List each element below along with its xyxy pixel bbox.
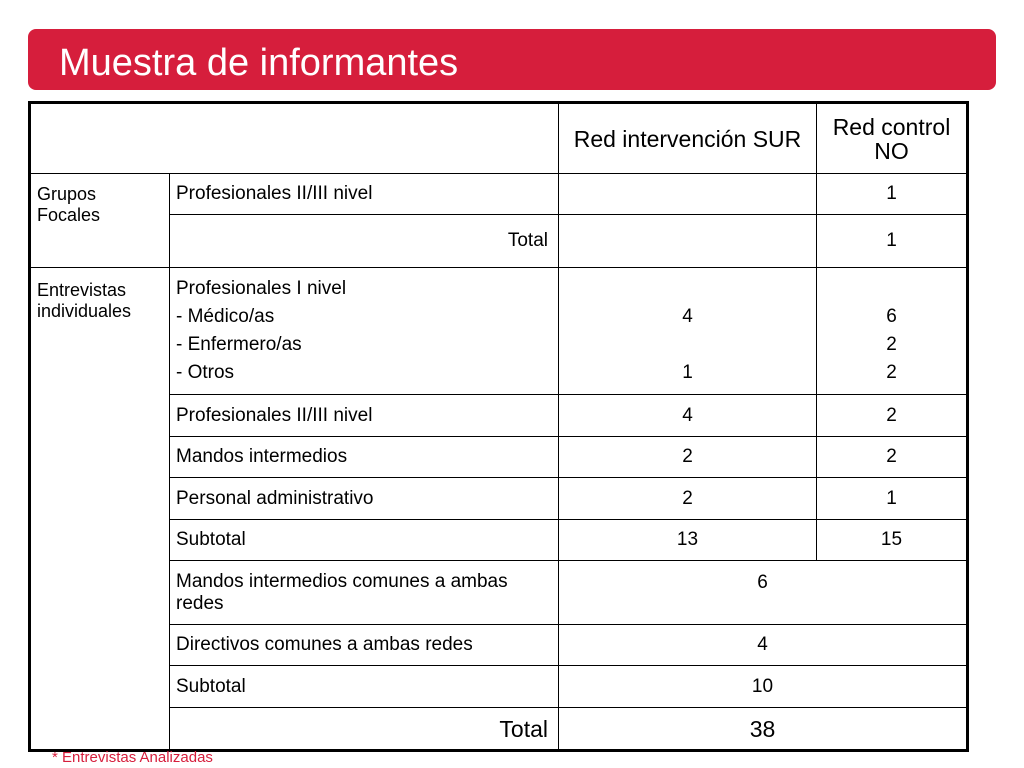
title-bar [28, 29, 996, 90]
line-value: 6 [886, 306, 897, 327]
row-label: Profesionales II/III nivel [170, 174, 559, 215]
line-value [565, 275, 810, 303]
cell-merged: 6 [559, 561, 968, 625]
cell-no: 15 [817, 520, 968, 561]
informants-table [28, 101, 969, 752]
cell-sur-multi [559, 268, 817, 395]
line-value: 1 [682, 362, 693, 383]
row-label: Profesionales II/III nivel [170, 395, 559, 437]
line-value: 2 [886, 334, 897, 355]
footnote: * Entrevistas Analizadas [52, 749, 213, 766]
line-value [823, 275, 960, 303]
table-row [30, 215, 968, 268]
cell-no: 1 [817, 478, 968, 520]
row-label: Directivos comunes a ambas redes [170, 625, 559, 666]
row-label-multi [170, 268, 559, 395]
cell-sur: 2 [559, 478, 817, 520]
cell-sur: 4 [559, 395, 817, 437]
row-label: Mandos intermedios [170, 437, 559, 478]
cell-sur [559, 215, 817, 268]
cell-sur: 2 [559, 437, 817, 478]
cell-no: 2 [817, 395, 968, 437]
line-value: 4 [682, 306, 693, 327]
table-row [30, 625, 968, 666]
cell-no: 1 [817, 174, 968, 215]
cell-no: 2 [817, 437, 968, 478]
line-label: - Enfermero/as [176, 334, 302, 355]
header-row [30, 103, 968, 174]
line-value: 2 [886, 362, 897, 383]
line-label: - Médico/as [176, 306, 275, 327]
table-row [30, 268, 968, 395]
row-label: Mandos intermedios comunes a ambas redes [170, 561, 559, 625]
header-empty-cell [30, 103, 559, 174]
category-entrevistas-individuales: Entrevistas individuales [30, 268, 170, 751]
category-grupos-focales: Grupos Focales [30, 174, 170, 268]
cell-sur [559, 174, 817, 215]
row-label-subtotal: Subtotal [170, 520, 559, 561]
table-row [30, 666, 968, 708]
row-label: Personal administrativo [170, 478, 559, 520]
header-red-control: Red control NO [817, 103, 968, 174]
table-row [30, 478, 968, 520]
cell-merged: 10 [559, 666, 968, 708]
cell-sur: 13 [559, 520, 817, 561]
row-label-total: Total [170, 708, 559, 751]
table-row [30, 437, 968, 478]
slide-title: Muestra de informantes [59, 42, 459, 84]
cell-merged: 4 [559, 625, 968, 666]
header-red-intervencion: Red intervención SUR [559, 103, 817, 174]
line-label: Profesionales I nivel [176, 278, 347, 299]
table-row [30, 520, 968, 561]
cell-no-multi [817, 268, 968, 395]
table-row [30, 395, 968, 437]
row-label-total: Total [170, 215, 559, 268]
row-label-subtotal: Subtotal [170, 666, 559, 708]
table-row [30, 174, 968, 215]
table-row [30, 561, 968, 625]
cell-no: 1 [817, 215, 968, 268]
line-label: - Otros [176, 362, 235, 383]
cell-merged-total: 38 [559, 708, 968, 751]
table-row-total [30, 708, 968, 751]
line-value [565, 331, 810, 359]
